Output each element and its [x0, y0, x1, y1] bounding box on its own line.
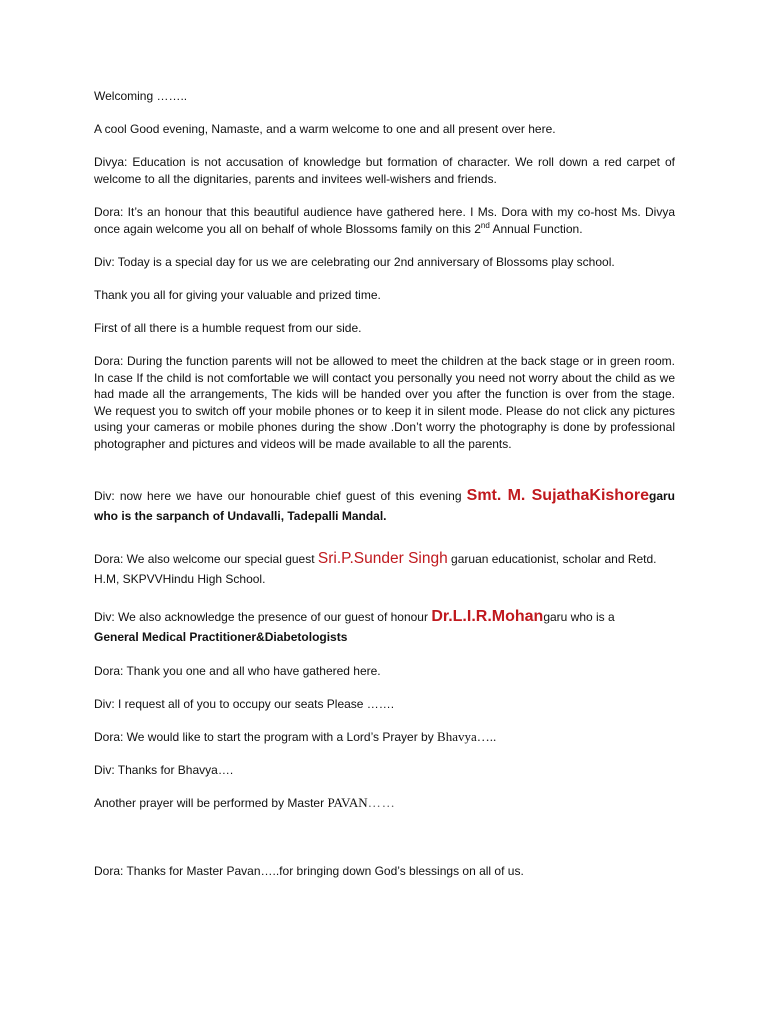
another-prayer-performer: PAVAN	[327, 795, 368, 810]
lords-prayer-text: Dora: We would like to start the program with a Lord’s Prayer by	[94, 730, 438, 744]
chief-guest-intro: Div: now here we have our honourable chief guest of this evening	[94, 489, 467, 503]
another-prayer-dots: ……	[367, 795, 396, 810]
paragraph-div-special-day: Div: Today is a special day for us we are celebrating our 2nd anniversary of Blossoms play school.	[94, 255, 615, 269]
paragraph-divya-intro: Divya: Education is not accusation of knowledge but formation of character. We roll down a red carpet of welcome to all the dignitaries, parents and invitees well-wishers and friends.	[94, 155, 675, 186]
dora-honour-tail: Annual Function.	[489, 221, 583, 236]
chief-guest-name: Smt. M. SujathaKishore	[466, 487, 649, 504]
paragraph-special-guest	[94, 549, 675, 589]
paragraph-greeting: A cool Good evening, Namaste, and a warm welcome to one and all present over here.	[94, 122, 556, 136]
special-guest-role: garuan educationist, scholar and Retd. H.M, SKPVVHindu High School.	[94, 552, 657, 586]
paragraph-thanks-bhavya: Div: Thanks for Bhavya….	[94, 763, 234, 777]
guest-of-honour-role: garu who is a	[543, 610, 615, 624]
paragraph-thank-you: Thank you all for giving your valuable and prized time.	[94, 288, 381, 302]
paragraph-dora-thanks: Dora: Thank you one and all who have gathered here.	[94, 664, 381, 678]
ordinal-suffix: nd	[480, 220, 490, 230]
special-guest-name: Sri.P.Sunder Singh	[317, 550, 448, 567]
paragraph-dora-rules: Dora: During the function parents will not be allowed to meet the children at the back stage or in green room. In case If the child is not comfortable we will contact you personally you need not worry about the child as we had made all the arrangements, The kids will be handed over you after the function is over from the stage. We request you to switch off your mobile phones or to keep it in silent mode. Please do not click any pictures using your cameras or mobile phones during the show .Don’t worry the photography is done by professional photographer and pictures and videos will be made available to all the parents.	[94, 354, 675, 451]
paragraph-occupy-seats: Div: I request all of you to occupy our seats Please …….	[94, 697, 395, 711]
special-guest-intro: Dora: We also welcome our special guest	[94, 552, 318, 566]
guest-of-honour-name: Dr.L.I.R.Mohan	[431, 608, 544, 625]
paragraph-another-prayer	[94, 795, 396, 812]
guest-of-honour-profession: General Medical Practitioner&Diabetologists	[94, 630, 348, 644]
paragraph-dora-honour	[94, 204, 675, 237]
paragraph-lords-prayer	[94, 729, 496, 746]
lords-prayer-performer: Bhavya…..	[437, 729, 497, 744]
paragraph-thanks-pavan: Dora: Thanks for Master Pavan…..for bringing down God’s blessings on all of us.	[94, 864, 524, 878]
chief-guest-role: garu who is the sarpanch of Undavalli, Tadepalli Mandal.	[94, 489, 675, 523]
paragraph-chief-guest	[94, 486, 675, 526]
another-prayer-text: Another prayer will be performed by Master	[94, 796, 328, 810]
paragraph-humble-request: First of all there is a humble request from our side.	[94, 321, 362, 335]
guest-of-honour-intro: Div: We also acknowledge the presence of our guest of honour	[94, 610, 432, 624]
dora-honour-text: Dora: It’s an honour that this beautiful audience have gathered here. I Ms. Dora with my co-host Ms. Divya once again welcome you all on behalf of whole Blossoms family on this 2	[94, 205, 675, 236]
paragraph-welcoming: Welcoming ……..	[94, 89, 188, 103]
paragraph-guest-of-honour	[94, 607, 675, 647]
